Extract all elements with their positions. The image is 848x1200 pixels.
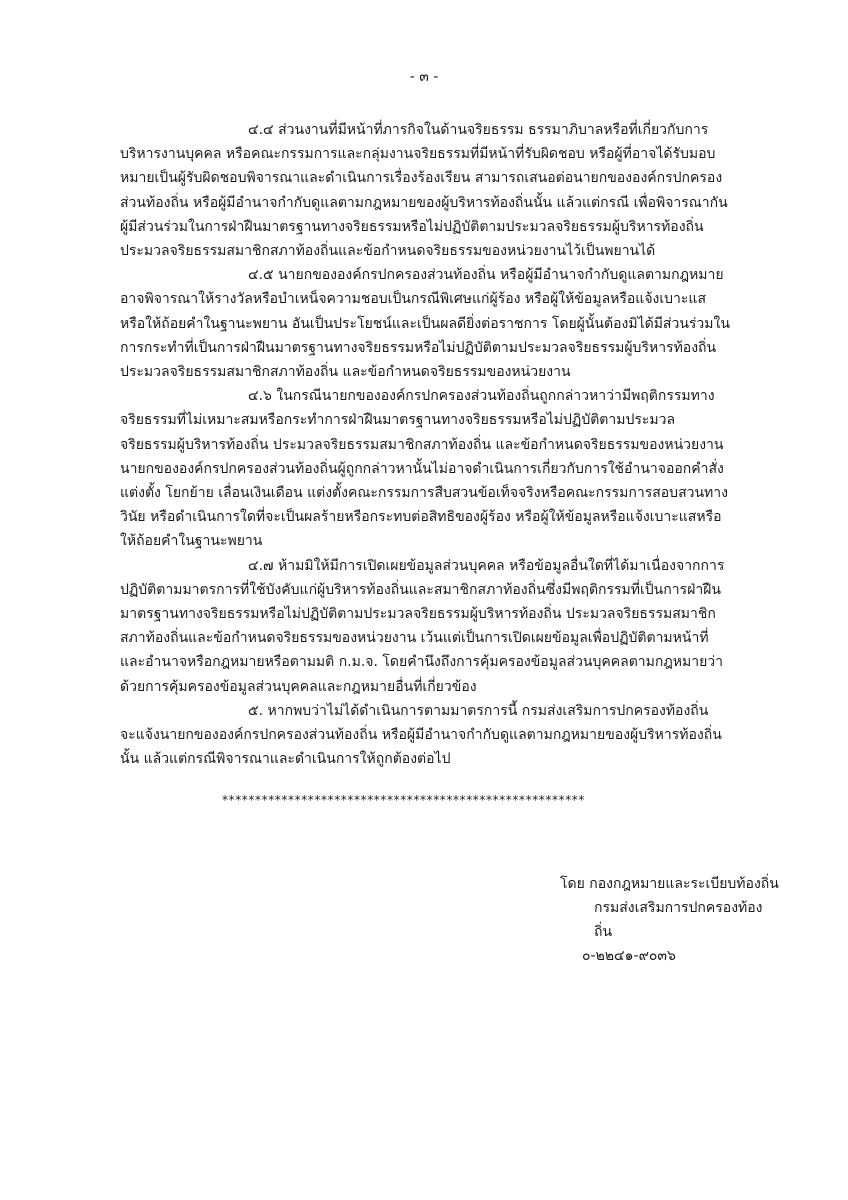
signoff-department: กรมส่งเสริมการปกครองท้องถิ่น [594, 900, 763, 940]
paragraph-5: ๕. หากพบว่าไม่ได้ดำเนินการตามมาตรการนี้ กรมส่งเสริมการปกครองท้องถิ่นจะแจ้งนายกขององค์กรปกครองส่วนท้องถิ่น หรือผู้มีอำนาจกำกับดูแลตามกฎหมายของผู้บริหารท้องถิ่นนั้น แล้วแต่กรณีพิจารณาและดำเนินการให้ถูกต้องต่อไป [120, 702, 722, 768]
asterisk-separator: ******************************************************* [222, 793, 585, 807]
paragraph-4-5: ๔.๕ นายกขององค์กรปกครองส่วนท้องถิ่น หรือผู้มีอำนาจกำกับดูแลตามกฎหมายอาจพิจารณาให้รางวัลหรือบำเหน็จความชอบเป็นกรณีพิเศษแก่ผู้ร้อง หรือผู้ให้ข้อมูลหรือแจ้งเบาะแสหรือให้ถ้อยคำในฐานะพยาน อันเป็นประโยชน์และเป็นผลดียิ่งต่อราชการ โดยผู้นั้นต้องมิได้มีส่วนร่วมในการกระทำที่เป็นการฝ่าฝืนมาตรฐานทางจริยธรรมหรือไม่ปฏิบัติตามประมวลจริยธรรมผู้บริหารท้องถิ่น ประมวลจริยธรรมสมาชิกสภาท้องถิ่น และข้อกำหนดจริยธรรมของหน่วยงาน [120, 267, 730, 381]
signoff-division: โดย กองกฎหมายและระเบียบท้องถิ่น [560, 876, 779, 892]
paragraph-4-4: ๔.๔ ส่วนงานที่มีหน้าที่ภารกิจในด้านจริยธรรม ธรรมาภิบาลหรือที่เกี่ยวกับการบริหารงานบุคคล หรือคณะกรรมการและกลุ่มงานจริยธรรมที่มีหน้าที่รับผิดชอบ หรือผู้ที่อาจได้รับมอบหมายเป็นผู้รับผิดชอบพิจารณาและดำเนินการเรื่องร้องเรียน สามารถเสนอต่อนายกขององค์กรปกครองส่วนท้องถิ่น หรือผู้มีอำนาจกำกับดูแลตามกฎหมายของผู้บริหารท้องถิ่นนั้น แล้วแต่กรณี เพื่อพิจารณากันผู้มีส่วนร่วมในการฝ่าฝืนมาตรฐานทางจริยธรรมหรือไม่ปฏิบัติตามประมวลจริยธรรมผู้บริหารท้องถิ่น ประมวลจริยธรรมสมาชิกสภาท้องถิ่นและข้อกำหนดจริยธรรมของหน่วยงานไว้เป็นพยานได้ [120, 122, 728, 260]
page-number: - ๓ - [409, 69, 439, 85]
signoff-phone: ๐-๒๒๔๑-๙๐๓๖ [582, 948, 676, 964]
paragraph-4-6: ๔.๖ ในกรณีนายกขององค์กรปกครองส่วนท้องถิ่นถูกกล่าวหาว่ามีพฤติกรรมทางจริยธรรมที่ไม่เหมาะสมหรือกระทำการฝ่าฝืนมาตรฐานทางจริยธรรมหรือไม่ปฏิบัติตามประมวลจริยธรรมผู้บริหารท้องถิ่น ประมวลจริยธรรมสมาชิกสภาท้องถิ่น และข้อกำหนดจริยธรรมของหน่วยงาน นายกขององค์กรปกครองส่วนท้องถิ่นผู้ถูกกล่าวหานั้นไม่อาจดำเนินการเกี่ยวกับการใช้อำนาจออกคำสั่งแต่งตั้ง โยกย้าย เลื่อนเงินเดือน แต่งตั้งคณะกรรมการสืบสวนข้อเท็จจริงหรือคณะกรรมการสอบสวนทางวินัย หรือดำเนินการใดที่จะเป็นผลร้ายหรือกระทบต่อสิทธิของผู้ร้อง หรือผู้ให้ข้อมูลหรือแจ้งเบาะแสหรือให้ถ้อยคำในฐานะพยาน [120, 388, 728, 550]
document-body [120, 118, 730, 771]
paragraph-4-7: ๔.๗ ห้ามมิให้มีการเปิดเผยข้อมูลส่วนบุคคล หรือข้อมูลอื่นใดที่ได้มาเนื่องจากการปฏิบัติตามมาตรการที่ใช้บังคับแก่ผู้บริหารท้องถิ่นและสมาชิกสภาท้องถิ่นซึ่งมีพฤติกรรมที่เป็นการฝ่าฝืนมาตรฐานทางจริยธรรมหรือไม่ปฏิบัติตามประมวลจริยธรรมผู้บริหารท้องถิ่น ประมวลจริยธรรมสมาชิกสภาท้องถิ่นและข้อกำหนดจริยธรรมของหน่วยงาน เว้นแต่เป็นการเปิดเผยข้อมูลเพื่อปฏิบัติตามหน้าที่และอำนาจหรือกฎหมายหรือตามมติ ก.ม.จ. โดยคำนึงถึงการคุ้มครองข้อมูลส่วนบุคคลตามกฎหมายว่าด้วยการคุ้มครองข้อมูลส่วนบุคคลและกฎหมายอื่นที่เกี่ยวข้อง [120, 557, 725, 695]
signoff-block [560, 872, 780, 968]
